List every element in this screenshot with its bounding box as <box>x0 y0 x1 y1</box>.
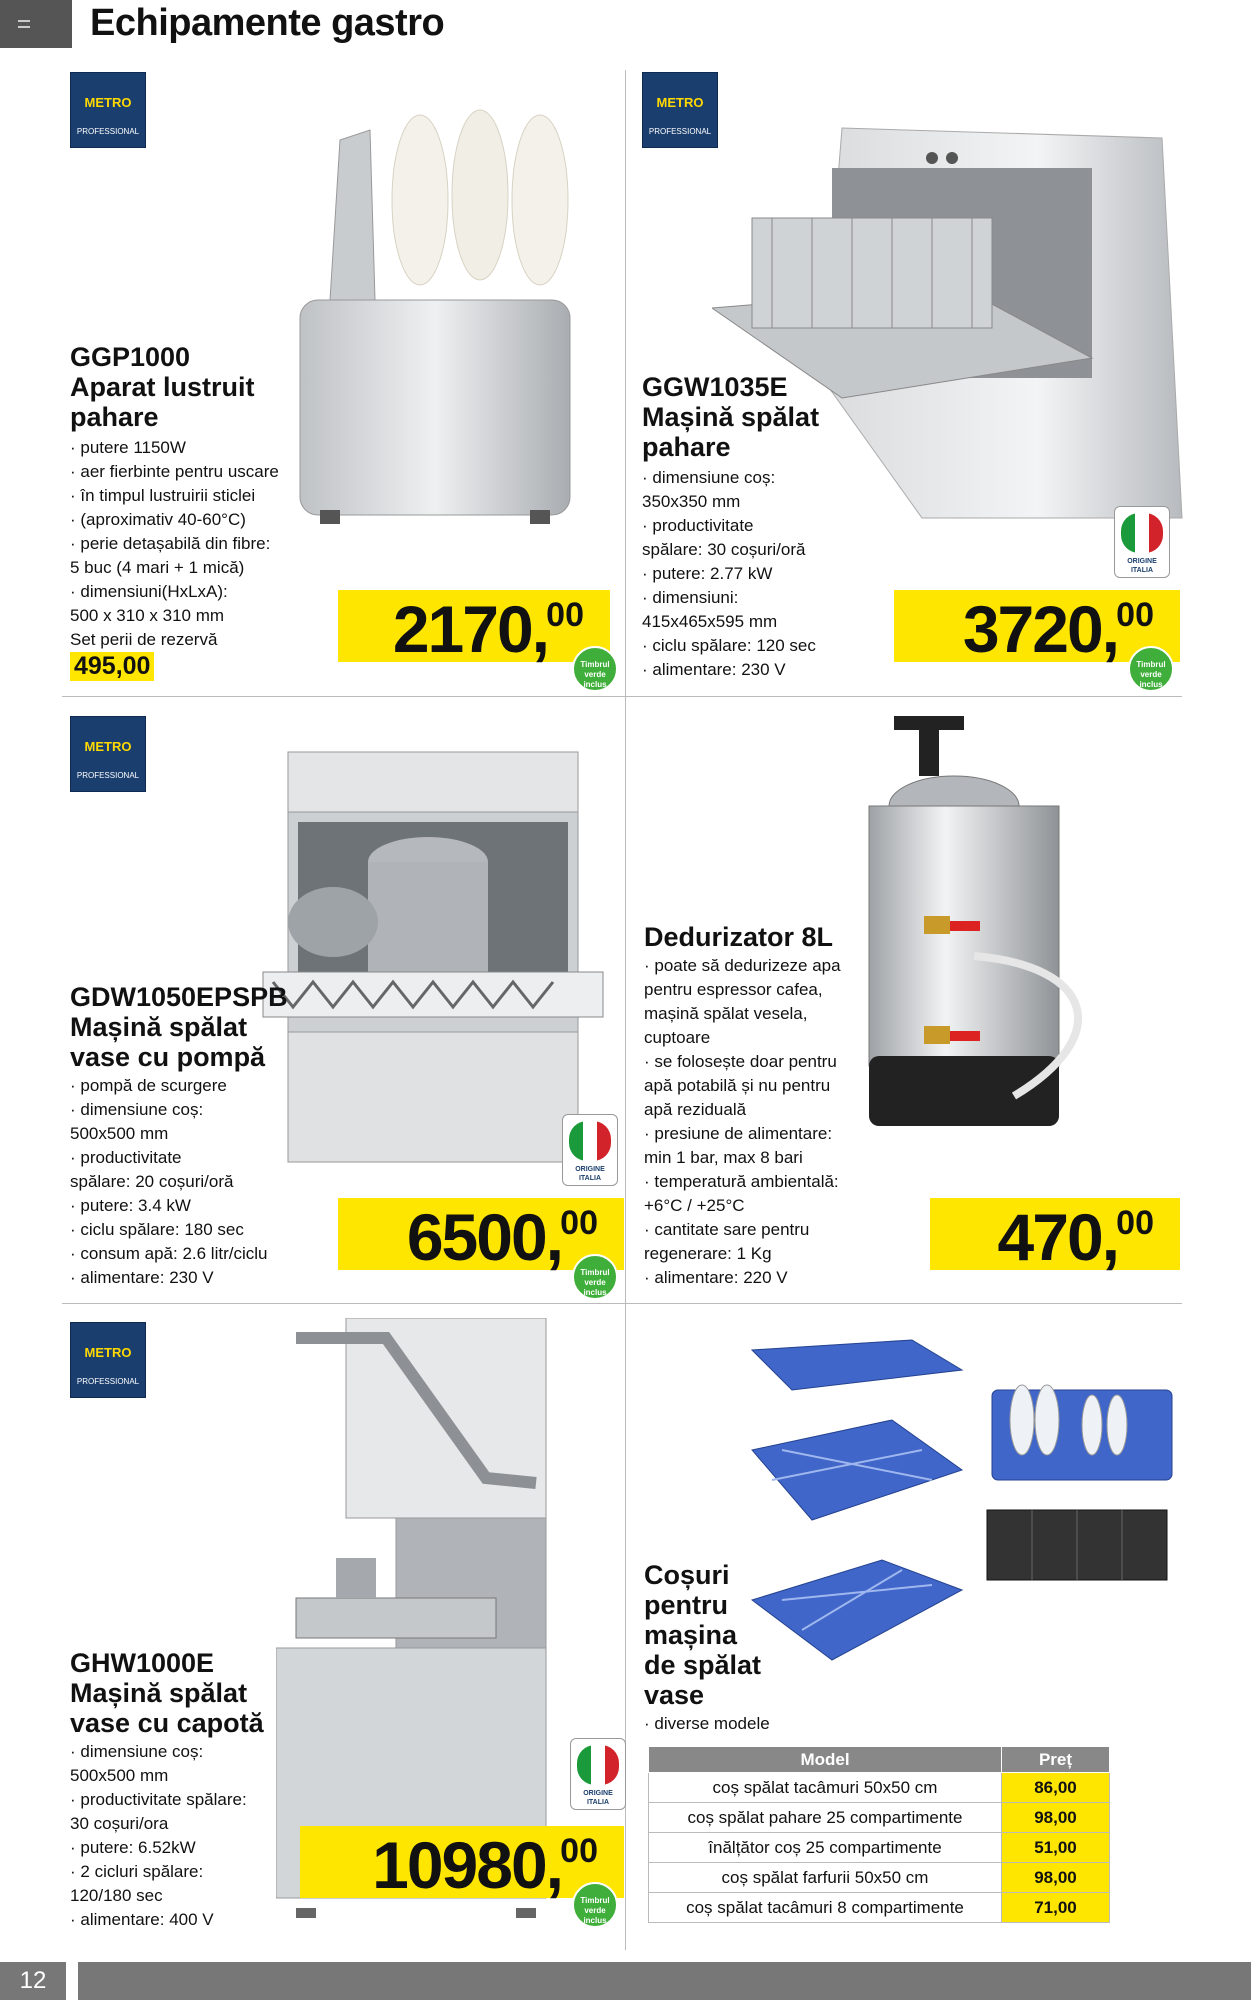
logo-text: METRO <box>84 1345 132 1360</box>
table-row <box>649 1803 1110 1833</box>
product-title <box>642 372 819 462</box>
spec-item: · dimensiune coș: <box>70 1098 267 1122</box>
product-title <box>70 982 288 1072</box>
stamp-text: Timbrul <box>580 660 610 669</box>
origin-text: ORIGINE ITALIA <box>575 1166 605 1182</box>
product-name-line: Mașină spălat <box>70 1678 248 1708</box>
product-name-line: Mașină spălat <box>642 402 820 432</box>
model-cell: înălțător coș 25 compartimente <box>649 1833 1002 1863</box>
price-cell: 86,00 <box>1002 1773 1110 1803</box>
spec-item: · presiune de alimentare: <box>644 1122 841 1146</box>
product-name-line: pahare <box>642 432 731 462</box>
model-cell: coș spălat farfurii 50x50 cm <box>649 1863 1002 1893</box>
spec-item: · cantitate sare pentru <box>644 1218 841 1242</box>
table-row <box>649 1773 1110 1803</box>
spec-item: 5 buc (4 mari + 1 mică) <box>70 558 245 577</box>
spec-item: · perie detașabilă din fibre: <box>70 532 279 556</box>
metro-professional-logo <box>70 716 146 792</box>
rack-price-table <box>648 1746 1110 1923</box>
spec-item: · alimentare: 230 V <box>642 658 816 682</box>
product-title <box>644 1560 761 1710</box>
product-name-line: vase cu pompă <box>70 1042 266 1072</box>
spec-item: · dimensiune coș: <box>642 466 816 490</box>
spec-item: · (aproximativ 40-60°C) <box>70 508 279 532</box>
product-name-line: Mașină spălat <box>70 1012 248 1042</box>
stamp-text: Timbrul <box>580 1268 610 1277</box>
price-decimals: 00 <box>1116 1204 1154 1242</box>
spec-item: 500 x 310 x 310 mm <box>70 606 225 625</box>
origin-text: ORIGINE ITALIA <box>1127 558 1157 574</box>
spec-item: · poate să dedurizeze apa <box>644 954 841 978</box>
spec-item: · putere: 3.4 kW <box>70 1194 267 1218</box>
row-divider <box>62 1303 1182 1304</box>
spec-item: +6°C / +25°C <box>644 1196 745 1215</box>
spec-list <box>644 954 841 1290</box>
price-decimals: 00 <box>560 1832 598 1870</box>
page-header <box>0 0 1251 48</box>
spec-item: · productivitate spălare: <box>70 1788 247 1812</box>
logo-text: METRO <box>656 95 704 110</box>
page-number: 12 <box>0 1962 66 2000</box>
page-title: Echipamente gastro <box>90 2 445 44</box>
spec-item: · se folosește doar pentru <box>644 1050 841 1074</box>
metro-professional-logo <box>70 1322 146 1398</box>
table-row <box>649 1893 1110 1923</box>
spec-item: · putere: 2.77 kW <box>642 562 816 586</box>
spec-item: · ciclu spălare: 180 sec <box>70 1218 267 1242</box>
logo-subtext: PROFESSIONAL <box>648 127 712 136</box>
product-name-line: vase <box>644 1680 705 1710</box>
spec-list <box>642 466 816 682</box>
spec-item: spălare: 20 coșuri/oră <box>70 1172 234 1191</box>
product-name-line: Coșuri <box>644 1560 730 1590</box>
spec-item: pentru espressor cafea, <box>644 980 823 999</box>
product-name-line: Aparat lustruit <box>70 372 255 402</box>
spec-item: · consum apă: 2.6 litr/ciclu <box>70 1242 267 1266</box>
stamp-text: inclus <box>583 1916 607 1925</box>
logo-subtext: PROFESSIONAL <box>76 771 140 780</box>
spec-item: 415x465x595 mm <box>642 612 778 631</box>
price-cell: 51,00 <box>1002 1833 1110 1863</box>
spec-item: cuptoare <box>644 1028 711 1047</box>
spec-item: · temperatură ambientală: <box>644 1170 841 1194</box>
product-name: Dedurizator 8L <box>644 922 834 952</box>
spec-item: · dimensiuni: <box>642 586 816 610</box>
spec-item: · 2 cicluri spălare: <box>70 1860 247 1884</box>
spec-item: min 1 bar, max 8 bari <box>644 1148 803 1167</box>
product-code: GDW1050EPSPB <box>70 982 288 1012</box>
product-name-line: vase cu capotă <box>70 1708 264 1738</box>
italy-flag-icon <box>1121 513 1163 553</box>
glass-polisher-image <box>280 100 600 540</box>
spec-item: · putere: 6.52kW <box>70 1836 247 1860</box>
price-cell: 98,00 <box>1002 1863 1110 1893</box>
italy-flag-icon <box>569 1121 611 1161</box>
price-value: 6500, <box>406 1200 562 1274</box>
italy-flag-icon <box>577 1745 619 1785</box>
price-value: 3720, <box>962 592 1118 666</box>
dishwasher-image <box>258 742 608 1172</box>
spec-item: spălare: 30 coșuri/oră <box>642 540 806 559</box>
table-row <box>649 1833 1110 1863</box>
price-decimals: 00 <box>560 1204 598 1242</box>
price-tag <box>930 1198 1180 1274</box>
menu-icon <box>18 20 30 28</box>
origin-italy-badge <box>1114 506 1170 578</box>
price-decimals: 00 <box>1116 596 1154 634</box>
logo-subtext: PROFESSIONAL <box>76 1377 140 1386</box>
footer-bar <box>78 1962 1251 2000</box>
spec-item: · productivitate <box>70 1146 267 1170</box>
stamp-text: verde <box>584 670 606 679</box>
spec-item: mașină spălat vesela, <box>644 1004 808 1023</box>
price-value: 2170, <box>392 592 548 666</box>
price-cell: 71,00 <box>1002 1893 1110 1923</box>
green-stamp-badge <box>572 646 618 692</box>
price-value: 470, <box>997 1200 1118 1274</box>
spec-item: · diverse modele <box>644 1712 770 1736</box>
spec-item: · dimensiuni(HxLxA): <box>70 580 279 604</box>
price-cell: 98,00 <box>1002 1803 1110 1833</box>
spec-item: 30 coșuri/ora <box>70 1814 169 1833</box>
origin-italy-badge <box>562 1114 618 1186</box>
metro-professional-logo <box>642 72 718 148</box>
stamp-text: verde <box>584 1906 606 1915</box>
logo-subtext: PROFESSIONAL <box>76 127 140 136</box>
spec-item: 350x350 mm <box>642 492 741 511</box>
metro-professional-logo <box>70 72 146 148</box>
stamp-text: inclus <box>583 1288 607 1297</box>
model-cell: coș spălat tacâmuri 8 compartimente <box>649 1893 1002 1923</box>
model-cell: coș spălat tacâmuri 50x50 cm <box>649 1773 1002 1803</box>
spec-item: · productivitate <box>642 514 816 538</box>
product-code: GGW1035E <box>642 372 788 402</box>
spec-item: 500x500 mm <box>70 1124 169 1143</box>
spec-item: · alimentare: 400 V <box>70 1908 247 1932</box>
stamp-text: verde <box>584 1278 606 1287</box>
spec-item: 500x500 mm <box>70 1766 169 1785</box>
product-title <box>70 1648 264 1738</box>
green-stamp-badge <box>572 1882 618 1928</box>
stamp-text: inclus <box>583 680 607 689</box>
spec-item: regenerare: 1 Kg <box>644 1244 772 1263</box>
spec-item: · aer fierbinte pentru uscare <box>70 460 279 484</box>
table-header-row <box>649 1747 1110 1773</box>
column-header-model: Model <box>649 1747 1002 1773</box>
spec-item: apă reziduală <box>644 1100 747 1119</box>
product-name-line: pahare <box>70 402 159 432</box>
stamp-text: inclus <box>1139 680 1163 689</box>
row-divider <box>62 696 1182 697</box>
spare-brush-price: 495,00 <box>70 652 154 681</box>
column-header-price: Preț <box>1002 1747 1110 1773</box>
product-title <box>70 342 255 432</box>
column-divider <box>625 70 626 1950</box>
price-value: 10980, <box>372 1828 562 1902</box>
table-row <box>649 1863 1110 1893</box>
product-name-line: pentru <box>644 1590 728 1620</box>
page-footer <box>0 1962 1251 2000</box>
green-stamp-badge <box>1128 646 1174 692</box>
spec-item: Set perii de rezervă <box>70 630 218 649</box>
menu-button[interactable] <box>0 0 72 48</box>
spec-item: · ciclu spălare: 120 sec <box>642 634 816 658</box>
product-name-line: de spălat <box>644 1650 762 1680</box>
spec-item: · dimensiune coș: <box>70 1740 247 1764</box>
origin-text: ORIGINE ITALIA <box>583 1790 613 1806</box>
spec-list <box>70 1074 267 1290</box>
spec-item: · pompă de scurgere <box>70 1074 267 1098</box>
origin-italy-badge <box>570 1738 626 1810</box>
product-code: GHW1000E <box>70 1648 215 1678</box>
water-softener-image <box>864 716 1164 1156</box>
logo-text: METRO <box>84 739 132 754</box>
stamp-text: Timbrul <box>1136 660 1166 669</box>
spec-list <box>644 1712 770 1736</box>
product-code: GGP1000 <box>70 342 191 372</box>
spec-item: · putere 1150W <box>70 436 279 460</box>
spec-item: · alimentare: 220 V <box>644 1266 841 1290</box>
logo-text: METRO <box>84 95 132 110</box>
spec-item: · alimentare: 230 V <box>70 1266 267 1290</box>
spec-item: 120/180 sec <box>70 1886 163 1905</box>
green-stamp-badge <box>572 1254 618 1300</box>
dishwasher-racks-image <box>742 1330 1182 1680</box>
stamp-text: verde <box>1140 670 1162 679</box>
product-name-line: mașina <box>644 1620 738 1650</box>
model-cell: coș spălat pahare 25 compartimente <box>649 1803 1002 1833</box>
spec-item: apă potabilă și nu pentru <box>644 1076 831 1095</box>
product-title <box>644 922 833 952</box>
price-decimals: 00 <box>546 596 584 634</box>
spec-list <box>70 1740 247 1932</box>
stamp-text: Timbrul <box>580 1896 610 1905</box>
spec-list <box>70 436 279 652</box>
spec-item: · în timpul lustruirii sticlei <box>70 484 279 508</box>
